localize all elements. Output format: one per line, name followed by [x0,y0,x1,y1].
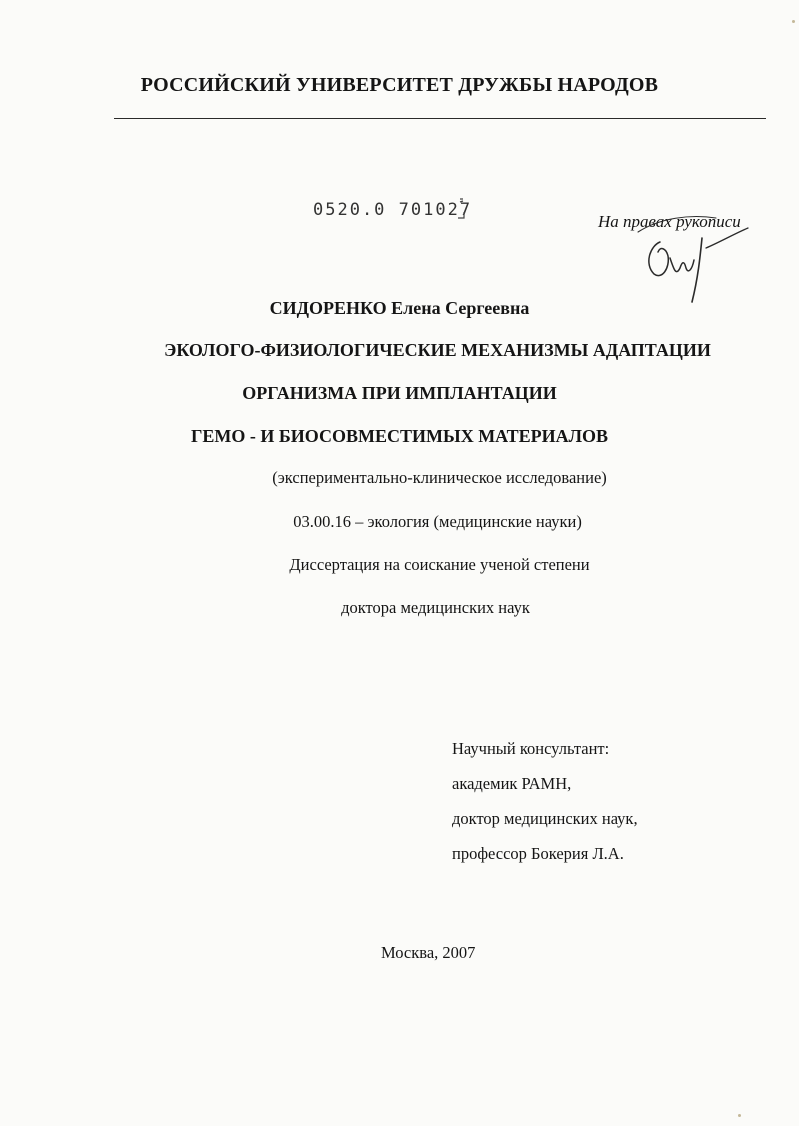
thesis-title-line-2: ОРГАНИЗМА ПРИ ИМПЛАНТАЦИИ [242,383,557,403]
registration-bracket-mark [456,197,466,221]
consultant-name: профессор Бокерия Л.А. [452,844,624,863]
consultant-label: Научный консультант: [452,739,610,758]
registration-number: 0520.0 701027 [313,200,473,220]
degree-line-2: доктора медицинских наук [341,598,530,617]
degree-line-1: Диссертация на соискание ученой степени [289,555,590,574]
paper-speck [792,20,795,23]
signature-image [630,208,780,312]
consultant-title: академик РАМН, [452,774,572,793]
consultant-degree: доктор медицинских наук, [452,809,638,828]
thesis-title-line-3: ГЕМО - И БИОСОВМЕСТИМЫХ МАТЕРИАЛОВ [190,426,609,446]
scientific-consultant-block [452,731,638,871]
specialty-code: 03.00.16 – экология (медицинские науки) [293,512,582,531]
city-year: Москва, 2007 [381,943,476,962]
university-name: РОССИЙСКИЙ УНИВЕРСИТЕТ ДРУЖБЫ НАРОДОВ [140,74,659,96]
author-name: СИДОРЕНКО Елена Сергеевна [269,298,530,318]
thesis-subtitle: (экспериментально-клиническое исследование) [272,468,607,487]
rights-note: На правах рукописи [598,212,741,231]
paper-speck [738,1114,741,1117]
thesis-title-line-1: ЭКОЛОГО-ФИЗИОЛОГИЧЕСКИЕ МЕХАНИЗМЫ АДАПТАЦИИ [164,340,711,360]
header-divider [114,118,766,119]
